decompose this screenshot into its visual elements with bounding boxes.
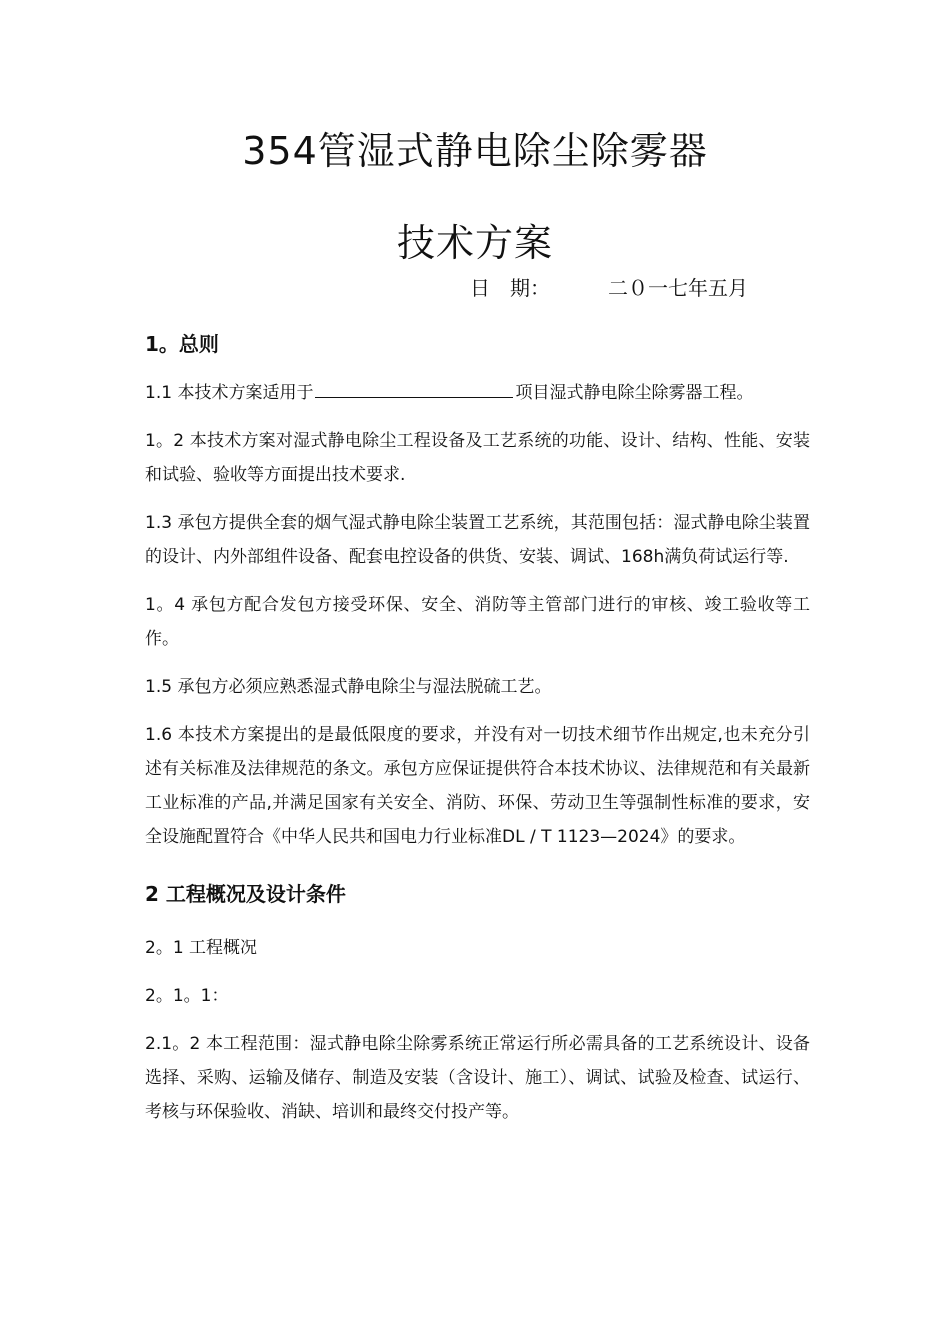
fill-in-blank bbox=[315, 381, 513, 398]
date-value: 二０一七年五月 bbox=[608, 276, 748, 300]
date-line bbox=[470, 272, 748, 301]
paragraph-1-3: 1.3 承包方提供全套的烟气湿式静电除尘装置工艺系统，其范围包括：湿式静电除尘装置的设计、内外部组件设备、配套电控设备的供货、安装、调试、168h满负荷试运行等. bbox=[145, 513, 810, 567]
paragraph-1-5: 1.5 承包方必须应熟悉湿式静电除尘与湿法脱硫工艺。 bbox=[145, 677, 552, 697]
paragraph-1-6: 1.6 本技术方案提出的是最低限度的要求，并没有对一切技术细节作出规定,也未充分引述有关标准及法律规范的条文。承包方应保证提供符合本技术协议、法律规范和有关最新工业标准的产品,并满足国家有关安全、消防、环保、劳动卫生等强制性标准的要求，安全设施配置符合《中华人民共和国电力行业标准DL / T 1123—2024》的要求。 bbox=[145, 725, 810, 847]
paragraph-1-1-suffix: 项目湿式静电除尘除雾器工程。 bbox=[515, 383, 754, 403]
paragraph-1-1-prefix: 1.1 本技术方案适用于 bbox=[145, 383, 314, 403]
document-title-line2: 技术方案 bbox=[396, 221, 553, 265]
paragraph-2-1-2: 2.1。2 本工程范围：湿式静电除尘除雾系统正常运行所必需具备的工艺系统设计、设备选择、采购、运输及储存、制造及安装（含设计、施工）、调试、试验及检查、试运行、考核与环保验收、消缺、培训和最终交付投产等。 bbox=[145, 1034, 810, 1122]
date-label: 日 期： bbox=[470, 276, 550, 300]
section1-heading: 1。总则 bbox=[145, 332, 219, 356]
document-title-line1: 354管湿式静电除尘除雾器 bbox=[242, 129, 708, 173]
paragraph-2-1: 2。1 工程概况 bbox=[145, 938, 258, 958]
paragraph-2-1-1: 2。1。1： bbox=[145, 986, 229, 1006]
paragraph-1-2: 1。2 本技术方案对湿式静电除尘工程设备及工艺系统的功能、设计、结构、性能、安装和试验、验收等方面提出技术要求. bbox=[145, 431, 810, 485]
section2-heading: 2 工程概况及设计条件 bbox=[145, 882, 346, 906]
paragraph-1-4: 1。4 承包方配合发包方接受环保、安全、消防等主管部门进行的审核、竣工验收等工作。 bbox=[145, 595, 810, 649]
document-body bbox=[145, 328, 810, 1143]
paragraph-1-1 bbox=[145, 376, 810, 410]
